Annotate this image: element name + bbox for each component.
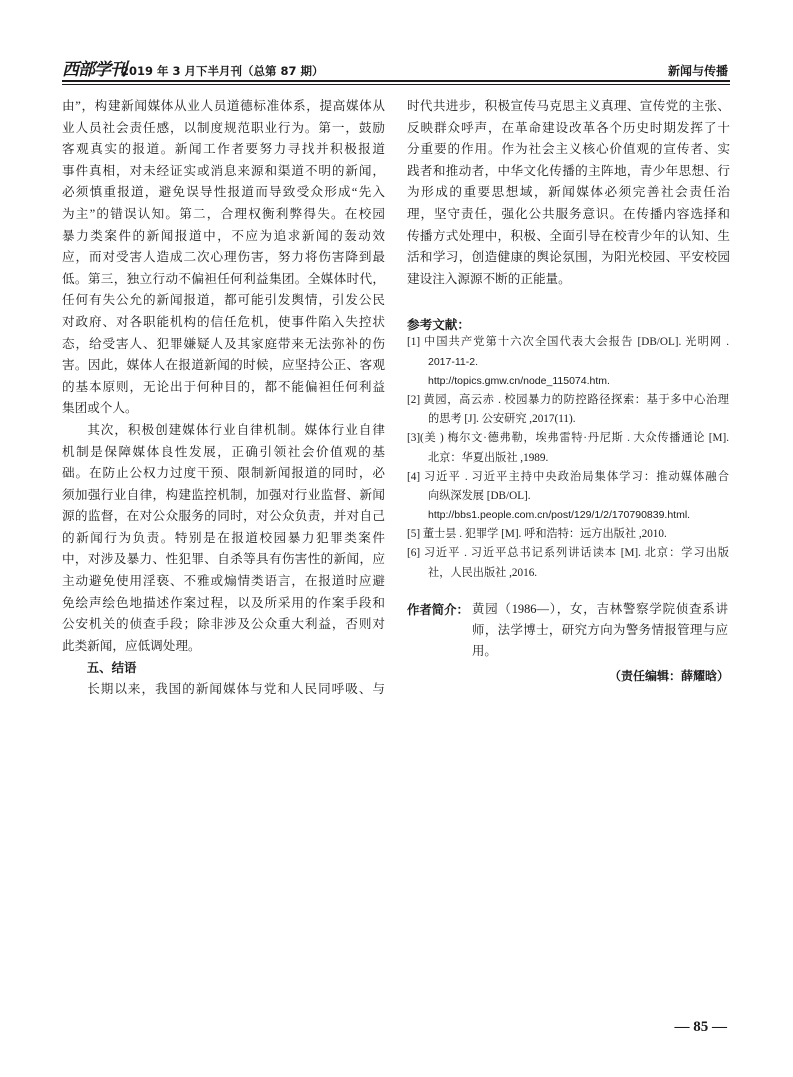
header-rule <box>62 80 730 82</box>
page-number: — 85 — <box>674 1019 727 1035</box>
body-line: 传播方式处理中，积极、全面引导在校青少年的认知、生 <box>407 228 730 243</box>
journal-logo: 西部学刊 <box>62 60 126 80</box>
body-line: 事件真相，对未经证实或消息来源和渠道不明的新闻， <box>62 163 385 178</box>
author-bio-line: 用。 <box>472 643 497 658</box>
body-line: 其次，积极创建媒体行业自律机制。媒体行业自律 <box>87 422 385 437</box>
body-line: 业人员社会责任感，以制度规范职业行为。第一，鼓励 <box>62 120 385 135</box>
reference-line: 北京：华夏出版社 ,1989. <box>428 451 549 464</box>
body-line: 必须慎重报道，避免误导性报道而导致受众形成“先入 <box>62 185 385 200</box>
author-bio-text <box>472 599 728 662</box>
paragraph <box>62 96 385 420</box>
body-line: 主动避免使用淫亵、不雅或煽情类语言，在报道时应避 <box>62 574 385 589</box>
body-line: 机制是保障媒体良性发展，正确引领社会价值观的基 <box>62 444 385 459</box>
body-line: 对政府、对各职能机构的信任危机，使事件陷入失控状 <box>62 314 385 329</box>
reference-line: [6] 习近平 . 习近平总书记系列讲话读本 [M]. 北京：学习出版 <box>407 547 729 560</box>
body-line: 的新闻行为负责。特别是在报道校园暴力犯罪类案件 <box>62 530 385 545</box>
paragraph <box>407 96 730 290</box>
section-name: 新闻与传播 <box>667 64 728 78</box>
section-heading: 五、结语 <box>86 660 137 676</box>
reference-line: 向纵深发展 [DB/OL]. <box>428 489 531 502</box>
reference-line: [5] 董士昙 . 犯罪学 [M]. 呼和浩特：远方出版社 ,2010. <box>407 528 667 541</box>
editor-credit: （责任编辑：薛耀晗） <box>608 669 729 683</box>
body-line: 由”，构建新闻媒体从业人员道德标准体系，提高媒体从 <box>62 99 385 113</box>
body-line: 时代共进步，积极宣传马克思主义真理、宣传党的主张、 <box>407 99 730 113</box>
body-line: 理，坚守责任，强化公共服务意识。在传播内容选择和 <box>407 206 730 221</box>
body-line: 暴力类案件的新闻报道中，不应为追求新闻的轰动效 <box>62 228 385 243</box>
header-rule-thin <box>62 84 730 85</box>
reference-item <box>407 333 729 391</box>
body-line: 此类新闻，应低调处理。 <box>62 638 201 653</box>
paragraph <box>62 679 385 701</box>
author-bio-line: 黄园（1986—），女，吉林警察学院侦查系讲 <box>472 601 728 616</box>
reference-line: [1] 中国共产党第十六次全国代表大会报告 [DB/OL]. 光明网 . <box>407 336 729 349</box>
reference-line: [2] 黄园，高云赤 . 校园暴力的防控路径探索：基于多中心治理 <box>407 393 729 406</box>
body-line: 应，而对受害人造成二次心理伤害，努力将伤害降到最 <box>62 250 385 265</box>
body-line: 长期以来，我国的新闻媒体与党和人民同呼吸、与 <box>87 682 385 697</box>
reference-line: [3](美 ) 梅尔文·德弗勒，埃弗雷特·丹尼斯 . 大众传播通论 [M]. <box>407 432 729 445</box>
reference-item <box>407 544 729 582</box>
paragraph <box>62 420 385 658</box>
reference-item <box>407 468 729 526</box>
body-line: 为主”的错误认知。第二，合理权衡利弊得失。在校园 <box>62 206 385 221</box>
body-line: 集团或个人。 <box>62 401 138 416</box>
right-column <box>407 96 730 290</box>
body-line: 低。第三，独立行动不偏袒任何利益集团。全媒体时代， <box>62 271 385 286</box>
body-line: 源的监督，在对公众服务的同时，对公众负责，并对自己 <box>62 509 385 524</box>
body-line: 害。因此，媒体人在报道新闻的时候，应坚持公正、客观 <box>62 358 385 373</box>
body-line: 分重要的作用。作为社会主义核心价值观的宣传者、实 <box>407 142 730 157</box>
reference-url: http://topics.gmw.cn/node_115074.htm. <box>428 374 610 387</box>
body-line: 任何有失公允的新闻报道，都可能引发舆情，引发公民 <box>62 293 385 308</box>
body-line: 建设注入源源不断的正能量。 <box>407 271 571 286</box>
reference-line: 2017-11-2. <box>428 355 479 368</box>
references-heading: 参考文献： <box>407 317 470 332</box>
body-line: 须加强行业自律，构建监控机制，加强对行业监督、新闻 <box>62 487 385 502</box>
reference-item <box>407 391 729 429</box>
body-line: 客观真实的报道。新闻工作者要努力寻找并积极报道 <box>62 142 385 157</box>
reference-item <box>407 429 729 467</box>
reference-line: 的思考 [J]. 公安研究 ,2017(11). <box>428 413 576 426</box>
reference-item <box>407 525 729 544</box>
issue-info: 2019 年 3 月下半月刊（总第 87 期） <box>121 64 324 78</box>
reference-url: http://bbs1.people.com.cn/post/129/1/2/170790839.html. <box>428 509 691 522</box>
body-line: 活和学习，创造健康的舆论氛围，为阳光校园、平安校园 <box>407 250 730 265</box>
reference-list <box>407 333 729 582</box>
body-line: 反映群众呼声，在革命建设改革各个历史时期发挥了十 <box>407 120 730 135</box>
left-column <box>62 96 385 701</box>
body-line: 为形成的重要思想域，新闻媒体必须完善社会责任治 <box>407 185 730 200</box>
reference-line: 社，人民出版社 ,2016. <box>428 566 538 579</box>
body-line: 免绘声绘色地描述作案过程，以及所采用的作案手段和 <box>62 595 385 610</box>
body-line: 础。在防止公权力过度干预、限制新闻报道的同时，必 <box>62 466 385 481</box>
body-line: 践者和推动者，中华文化传播的主阵地，青少年思想、行 <box>407 163 730 178</box>
author-bio-line: 师，法学博士，研究方向为警务情报管理与应 <box>472 622 728 637</box>
body-line: 态，给受害人、犯罪嫌疑人及其家庭带来无法弥补的伤 <box>62 336 385 351</box>
author-label: 作者简介： <box>407 601 469 617</box>
reference-line: [4] 习近平 . 习近平主持中央政治局集体学习：推动媒体融合 <box>407 470 729 483</box>
body-line: 中，对涉及暴力、性犯罪、自杀等具有伤害性的新闻，应 <box>62 552 385 567</box>
body-line: 的基本原则，无论出于何种目的，都不能偏袒任何利益 <box>62 379 385 394</box>
body-line: 公安机关的侦查手段；除非涉及公众重大利益，否则对 <box>62 617 385 632</box>
